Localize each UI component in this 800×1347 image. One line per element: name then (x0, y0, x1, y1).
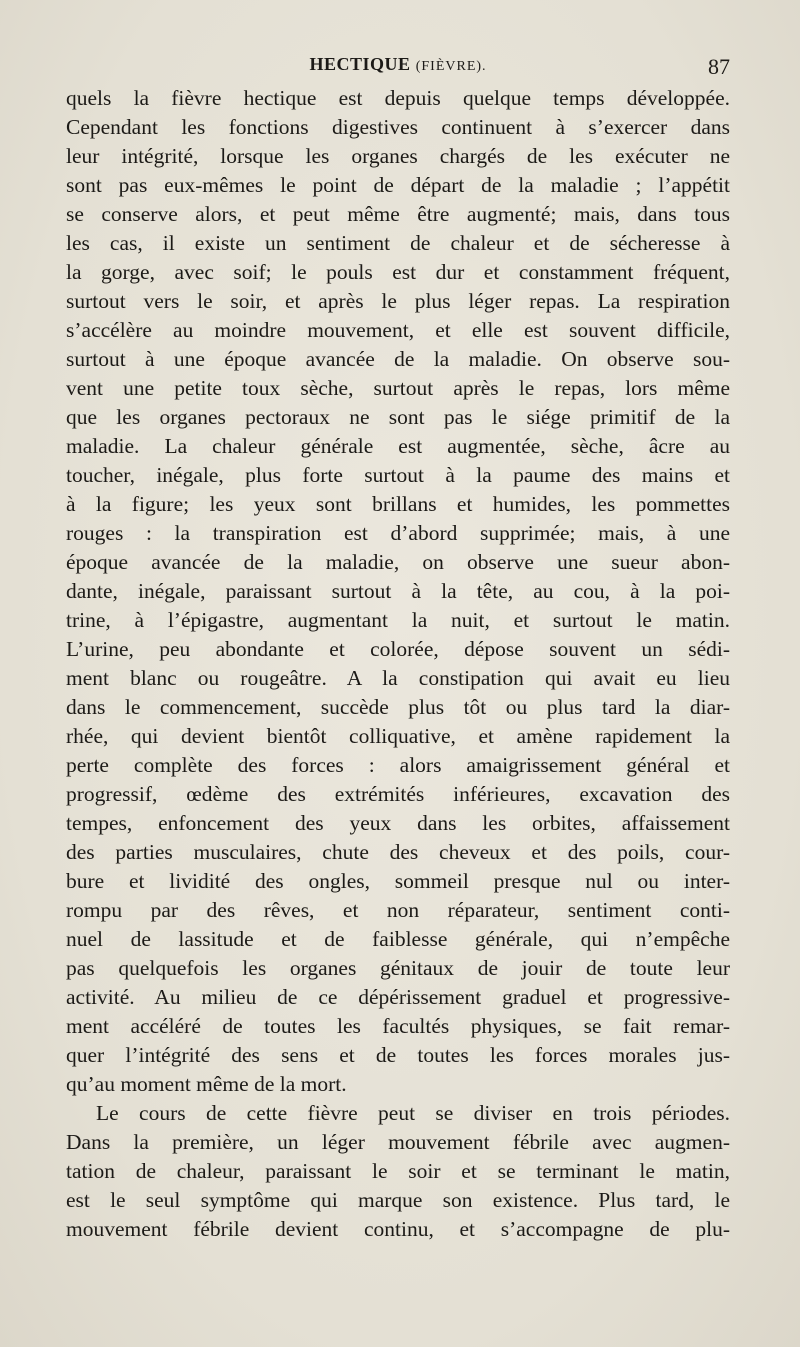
text-line: trine, à l’épigastre, augmentant la nuit, et surtout le matin. (66, 608, 730, 632)
text-line: quels la fièvre hectique est depuis quelque temps développée. (66, 86, 730, 110)
text-line: des parties musculaires, chute des cheveux et des poils, cour- (66, 840, 730, 864)
text-line: vent une petite toux sèche, surtout après le repas, lors même (66, 376, 730, 400)
text-line: bure et lividité des ongles, sommeil presque nul ou inter- (66, 869, 730, 893)
text-line: nuel de lassitude et de faiblesse générale, qui n’empêche (66, 927, 730, 951)
running-head (66, 54, 730, 82)
text-line: rouges : la transpiration est d’abord supprimée; mais, à une (66, 521, 730, 545)
text-line: est le seul symptôme qui marque son existence. Plus tard, le (66, 1188, 730, 1212)
paragraph-last-line: qu’au moment même de la mort. (66, 1072, 347, 1096)
text-line: Dans la première, un léger mouvement fébrile avec augmen- (66, 1130, 730, 1154)
text-line: la gorge, avec soif; le pouls est dur et constamment fréquent, (66, 260, 730, 284)
text-line: époque avancée de la maladie, on observe une sueur abon- (66, 550, 730, 574)
text-line: mouvement fébrile devient continu, et s’accompagne de plu- (66, 1217, 730, 1241)
text-line: toucher, inégale, plus forte surtout à la paume des mains et (66, 463, 730, 487)
text-line: s’accélère au moindre mouvement, et elle est souvent difficile, (66, 318, 730, 342)
text-line: ment accéléré de toutes les facultés physiques, se fait remar- (66, 1014, 730, 1038)
text-line: activité. Au milieu de ce dépérissement graduel et progressive- (66, 985, 730, 1009)
text-line: sont pas eux-mêmes le point de départ de la maladie ; l’appétit (66, 173, 730, 197)
text-line: L’urine, peu abondante et colorée, dépose souvent un sédi- (66, 637, 730, 661)
text-line: à la figure; les yeux sont brillans et humides, les pommettes (66, 492, 730, 516)
text-line: perte complète des forces : alors amaigrissement général et (66, 753, 730, 777)
text-line: tation de chaleur, paraissant le soir et se terminant le matin, (66, 1159, 730, 1183)
page-number: 87 (708, 54, 730, 79)
running-title-sub: (FIÈVRE). (415, 59, 487, 74)
paragraph-first-line: Le cours de cette fièvre peut se diviser en trois périodes. (96, 1101, 730, 1125)
text-line: rompu par des rêves, et non réparateur, sentiment conti- (66, 898, 730, 922)
text-line: tempes, enfoncement des yeux dans les orbites, affaissement (66, 811, 730, 835)
text-line: leur intégrité, lorsque les organes chargés de les exécuter ne (66, 144, 730, 168)
text-line: surtout à une époque avancée de la maladie. On observe sou- (66, 347, 730, 371)
text-line: que les organes pectoraux ne sont pas le siége primitif de la (66, 405, 730, 429)
text-line: rhée, qui devient bientôt colliquative, et amène rapidement la (66, 724, 730, 748)
text-line: se conserve alors, et peut même être augmenté; mais, dans tous (66, 202, 730, 226)
text-line: progressif, œdème des extrémités inférieures, excavation des (66, 782, 730, 806)
body-text (66, 84, 730, 1244)
text-line: les cas, il existe un sentiment de chaleur et de sécheresse à (66, 231, 730, 255)
running-title (66, 54, 730, 76)
text-line: Cependant les fonctions digestives continuent à s’exercer dans (66, 115, 730, 139)
text-line: surtout vers le soir, et après le plus léger repas. La respiration (66, 289, 730, 313)
running-title-main: HECTIQUE (309, 54, 411, 74)
text-line: quer l’intégrité des sens et de toutes les forces morales jus- (66, 1043, 730, 1067)
text-line: maladie. La chaleur générale est augmentée, sèche, âcre au (66, 434, 730, 458)
text-line: dante, inégale, paraissant surtout à la tête, au cou, à la poi- (66, 579, 730, 603)
text-line: pas quelquefois les organes génitaux de jouir de toute leur (66, 956, 730, 980)
text-line: ment blanc ou rougeâtre. A la constipation qui avait eu lieu (66, 666, 730, 690)
text-line: dans le commencement, succède plus tôt ou plus tard la diar- (66, 695, 730, 719)
